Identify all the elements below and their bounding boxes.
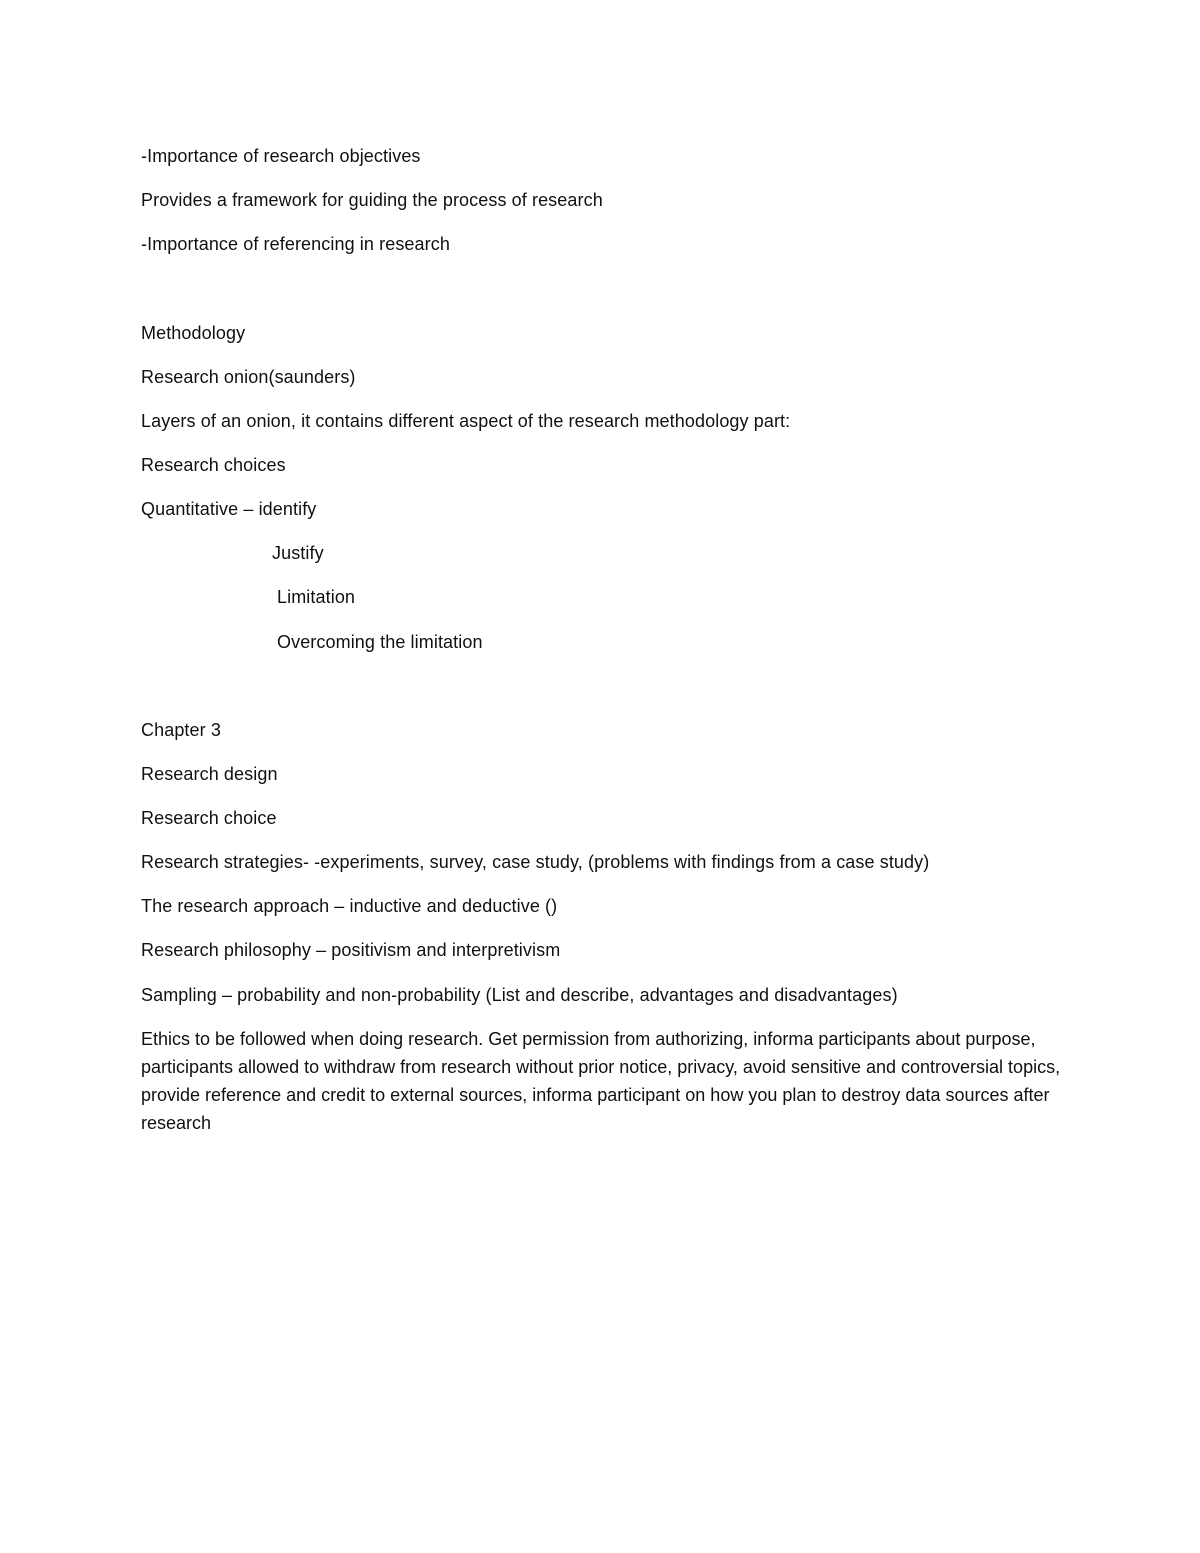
text-line-research-approach: The research approach – inductive and deductive () [141, 896, 558, 916]
text-line-onion-layers: Layers of an onion, it contains different aspect of the research methodology part: [141, 411, 791, 431]
text-line-sampling: Sampling – probability and non-probability (List and describe, advantages and disadvantages) [141, 985, 898, 1005]
text-line-research-design: Research design [141, 764, 278, 784]
text-line-research-strategies: Research strategies- -experiments, survey, case study, (problems with findings from a case study) [141, 852, 930, 872]
text-line-research-philosophy: Research philosophy – positivism and interpretivism [141, 940, 561, 960]
text-line-justify: Justify [272, 543, 324, 563]
text-line-importance-objectives: -Importance of research objectives [141, 146, 421, 166]
text-line-research-choices: Research choices [141, 455, 286, 475]
text-line-research-choice: Research choice [141, 808, 277, 828]
heading-methodology: Methodology [141, 323, 246, 343]
text-line-limitation: Limitation [277, 587, 356, 607]
paragraph-ethics: Ethics to be followed when doing research. Get permission from authorizing, informa participants about purpose, participants allowed to withdraw from research without prior notice, privacy, avoid sensitive and controversial topics, provide reference and credit to external sources, informa participant on how you plan to destroy data sources after research [141, 1029, 1061, 1133]
text-line-overcoming: Overcoming the limitation [277, 632, 483, 652]
text-line-quantitative: Quantitative – identify [141, 499, 317, 519]
heading-chapter-3: Chapter 3 [141, 720, 221, 740]
text-line-framework: Provides a framework for guiding the process of research [141, 190, 603, 210]
text-line-research-onion: Research onion(saunders) [141, 367, 356, 387]
text-line-importance-referencing: -Importance of referencing in research [141, 234, 450, 254]
